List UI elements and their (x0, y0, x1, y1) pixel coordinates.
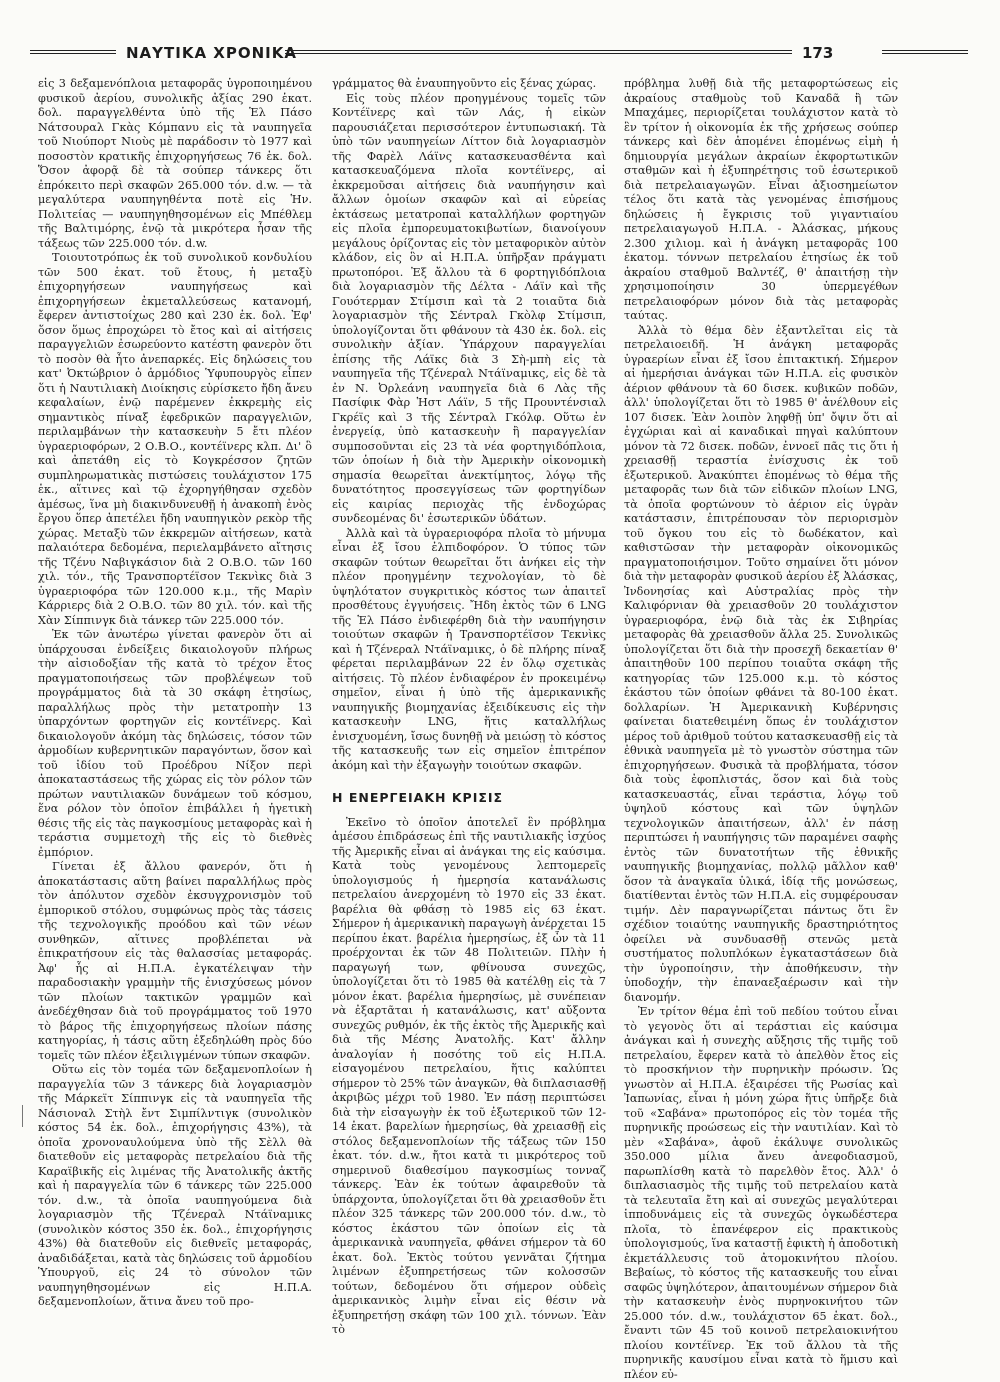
text-column-2 (332, 77, 606, 1336)
paragraph: Γίνεται ἐξ ἄλλου φανερόν, ὅτι ἡ ἀποκατάστασις αὕτη βαίνει παραλλήλως πρὸς τὸν ἀπόλυτον σχεδὸν ἐκσυγχρονισμὸν τοῦ ἐμπορικοῦ στόλου, συμφώνως πρὸς τὰς τάσεις τῆς τεχνολογικῆς προόδου καὶ τῶν νέων συνθηκῶν, αἵτινες προβλέπεται νὰ ἐπικρατήσουν εἰς τὰς θαλασσίας μεταφοράς. Ἀφ' ἧς αἱ Η.Π.Α. ἐγκατέλειψαν τὴν παραδοσιακὴν γραμμὴν τῆς ἐνισχύσεως μόνον τῶν πλοίων τακτικῶν γραμμῶν καὶ ἀνεδέχθησαν διὰ τοῦ προγράμματος τοῦ 1970 τὸ βάρος τῆς ἐπιχορηγήσεως πλοίων πάσης κατηγορίας, ἡ τάσις αὕτη ἐξεδηλώθη πρὸς δύο τομεῖς τῶν πλέον ἐξειλιγμένων τύπων σκαφῶν. (38, 860, 312, 1062)
paragraph: Ἐκεῖνο τὸ ὁποῖον ἀποτελεῖ ἓν πρόβλημα ἀμέσου ἐπιδράσεως ἐπὶ τῆς ναυτιλιακῆς ἰσχύος τῆς Ἀμερικῆς εἶναι αἱ ἀνάγκαι της εἰς καύσιμα. Κατὰ τοὺς γενομένους λεπτομερεῖς ὑπολογισμούς ἡ ἡμερησία κατανάλωσις πετρελαίου ἀνερχομένη τὸ 1970 εἰς 33 ἑκατ. βαρέλια θὰ φθάσῃ τὸ 1985 εἰς 63 ἑκατ. Σήμερον ἡ ἀμερικανικὴ παραγωγὴ ἀνέρχεται 15 περίπου ἑκατ. βαρέλια ἡμερησίως, ἐξ ὧν τὰ 11 προέρχονται ἐκ τῶν 48 Πολιτειῶν. Πλὴν ἡ παραγωγή των, φθίνουσα συνεχῶς, ὑπολογίζεται ὅτι τὸ 1985 θὰ κατέλθῃ εἰς τὰ 7 μόνον ἑκατ. βαρέλια ἡμερησίως, μὲ συνέπειαν νὰ ἐξαρτᾶται ἡ κατανάλωσις, κατ' αὔξοντα συνεχῶς ρυθμόν, ἐκ τῆς ἐκτὸς τῆς Ἀμερικῆς καὶ διὰ τῆς Μέσης Ἀνατολῆς. Κατ' ἄλλην ἀναλογίαν ἡ ποσότης τοῦ εἰς Η.Π.Α. εἰσαγομένου πετρελαίου, ἥτις καλύπτει σήμερον τὸ 25% τῶν ἀναγκῶν, θὰ διπλασιασθῇ ἀκριβῶς μέχρι τοῦ 1980. Ἐν πάσῃ περιπτώσει διὰ τὴν εἰσαγωγὴν ἐκ τοῦ ἐξωτερικοῦ τῶν 12-14 ἑκατ. βαρελίων ἡμερησίως, θὰ χρειασθῇ εἰς στόλος δεξαμενοπλοίων τῆς τάξεως τῶν 150 ἑκατ. τόν. d.w., ἤτοι κατὰ τι μικρότερος τοῦ σημερινοῦ διαθεσίμου παγκοσμίως τονναζ τάνκερς. Ἐὰν ἐκ τούτων ἀφαιρεθοῦν τὰ ὑπάρχοντα, ὑπολογίζεται ὅτι θὰ χρειασθοῦν ἔτι πλέον 325 τάνκερς τῶν 200.000 τόν. d.w., τὸ κόστος ἑκάστου τῶν ὁποίων εἰς τὰ ἀμερικανικὰ ναυπηγεῖα, φθάνει σήμερον τὰ 60 ἑκατ. δολ. Ἐκτὸς τούτου γεννᾶται ζήτημα λιμένων ἐξυπηρετήσεως τῶν κολοσσῶν τούτων, δεδομένου ὅτι σήμερον οὐδεὶς ἀμερικανικὸς λιμὴν εἶναι εἰς θέσιν νὰ ἐξυπηρετήσῃ σκάφη τῶν 100 χιλ. τόννων. Ἐὰν τὸ (332, 815, 606, 1336)
text-column-3 (624, 77, 898, 1381)
paragraph: πρόβλημα λυθῇ διὰ τῆς μεταφορτώσεως εἰς ἀκραίους σταθμοὺς τοῦ Καναδᾶ ἢ τῶν Μπαχάμες, περιορίζεται τουλάχιστον κατὰ τὸ ἓν τρίτον ἡ οἰκονομία ἐκ τῆς χρήσεως σούπερ τάνκερς καὶ δὲν ἀπομένει ἐπομένως εἰμὴ ἡ δημιουργία μεγάλων ἀκραίων ἐκφορτωτικῶν σταθμῶν καὶ ἡ ἐξυπηρέτησις τοῦ ἐσωτερικοῦ διὰ πετρελαιαγωγῶν. Εἶναι ἀξιοσημείωτον τέλος ὅτι κατὰ τὰς γενομένας ἐπισήμους δηλώσεις ἡ ἔγκρισις τοῦ γιγαντιαίου πετρελαιαγωγοῦ Η.Π.Α. - Ἀλάσκας, μήκους 2.300 χιλιομ. καὶ ἡ ἀνάγκη μεταφορᾶς 100 ἑκατομ. τόννων πετρελαίου ἐτησίως ἐκ τοῦ ἀκραίου σταθμοῦ Βαλντέζ, θ' ἀπαιτήσῃ τὴν χρησιμοποίησιν 30 ὑπερμεγέθων πετρελαιοφόρων μόνον διὰ τὰς μεταφορὰς ταύτας. (624, 77, 898, 322)
paragraph: Ἀλλὰ καὶ τὰ ὑγραεριοφόρα πλοῖα τὸ μήνυμα εἶναι ἐξ ἴσου ἐλπιδοφόρον. Ὁ τύπος τῶν σκαφῶν τούτων θεωρεῖται ὅτι ἀνήκει εἰς τὴν πλέον προηγμένην τεχνολογίαν, τὸ δὲ ὑψηλότατον συγκριτικὸς κόστος των ἀπαιτεῖ προσθέτους ἐγγυήσεις. Ἤδη ἐκτὸς τῶν 6 LNG τῆς Ἑλ Πάσο ἐνδιεφέρθη διὰ τὴν ναυπήγησιν τοιούτων σκαφῶν ἡ Τρανσπορτέϊσον Τεκνὶκς καὶ ἡ Τζένεραλ Ντάϊναμικς, ὁ δὲ πλήρης πίναξ φέρεται περιλαμβάνων 22 ἐν ὅλῳ σχετικὰς αἰτήσεις. Τὸ πλέον ἐνδιαφέρον ἐν προκειμένῳ σημεῖον, εἶναι ἡ ὑπὸ τῆς ἀμερικανικῆς ναυπηγικῆς βιομηχανίας ἐξειδίκευσις εἰς τὴν κατασκευὴν LNG, ἥτις καταλλήλως ἐνισχυομένη, ἴσως δυνηθῇ νὰ μειώσῃ τὸ κόστος τῆς κατασκευῆς των εἰς σημεῖον ἐπιτρέπον ἀκόμη καὶ τὴν ἐξαγωγὴν τοιούτων σκαφῶν. (332, 526, 606, 772)
journal-title: ΝΑΥΤΙΚΑ ΧΡΟΝΙΚΑ (126, 44, 297, 62)
text-column-1 (38, 77, 312, 1308)
paragraph: Ἀλλὰ τὸ θέμα δὲν ἐξαντλεῖται εἰς τὰ πετρελαιοειδῆ. Ἡ ἀνάγκη μεταφορᾶς ὑγραερίων εἶναι ἐξ ἴσου ἐπιτακτική. Σήμερον αἱ ἡμερήσιαι ἀνάγκαι τῶν Η.Π.Α. εἰς φυσικὸν ἀέριον φθάνουν τὰ 60 δισεκ. κυβικῶν ποδῶν, ἀλλ' ὑπολογίζεται ὅτι τὸ 1985 θ' ἀνέλθουν εἰς 107 δισεκ. Ἐὰν λοιπὸν ληφθῇ ὑπ' ὄψιν ὅτι αἱ ἐγχώριαι καὶ αἱ καναδικαὶ πηγαὶ καλύπτουν μόνον τὰ 72 δισεκ. ποδῶν, ἐννοεῖ πᾶς τις ὅτι ἡ χρειασθῇ τεραστία ἐνίσχυσις ἐκ τοῦ ἐξωτερικοῦ. Ἀνακύπτει ἐπομένως τὸ θέμα τῆς μεταφορᾶς των διὰ τῶν εἰδικῶν πλοίων LNG, τὰ ὁποῖα φορτώνουν τὸ ἀέριον εἰς ὑγρὰν κατάστασιν, ἐπιτρέπουσαν τὸν περιορισμὸν τοῦ ὄγκου του εἰς τὸ δωδέκατον, καὶ καθιστῶσαν τὴν μεταφορὰν οἰκονομικῶς πραγματοποιήσιμον. Τοῦτο σημαίνει ὅτι μόνον διὰ τὴν μεταφορὰν φυσικοῦ ἀερίου ἐξ Ἀλάσκας, Ἰνδονησίας καὶ Αὐστραλίας πρὸς τὴν Καλιφόρνιαν θὰ χρειασθοῦν 20 τουλάχιστον ὑγραεριοφόρα, ἐνῷ διὰ τὰς ἐκ Σιβηρίας μεταφορὰς θὰ χρειασθοῦν ἄλλα 25. Συνολικῶς ὑπολογίζεται ὅτι διὰ τὴν προσεχῆ δεκαετίαν θ' ἀπαιτηθοῦν 100 περίπου τοιαῦτα σκάφη τῆς κατηγορίας τῶν 125.000 κ.μ. τὸ κόστος ἑκάστου τῶν ὁποίων φθάνει τὰ 80-100 ἑκατ. δολλαρίων. Ἡ Ἀμερικανικὴ Κυβέρνησις φαίνεται διατεθειμένη ὅπως ἐν τουλάχιστον μέρος τοῦ ἀριθμοῦ τούτου κατασκευασθῇ εἰς τὰ ἐθνικὰ ναυπηγεῖα μὲ τὸ γνωστὸν σύστημα τῶν ἐπιχορηγήσεων. Φυσικὰ τὰ προβλήματα, τόσον διὰ τοὺς ἐφοπλιστάς, ὅσον καὶ διὰ τοὺς κατασκευαστάς, εἶναι τεράστια, λόγῳ τοῦ ὑψηλοῦ κόστους καὶ τῶν ὑψηλῶν τεχνολογικῶν ἀπαιτήσεων, ἀλλ' ἐν πάσῃ περιπτώσει ἡ ναυπήγησις τῶν παραμένει σαφὴς ἐντὸς τῶν δυνατοτήτων τῆς ἐθνικῆς ναυπηγικῆς βιομηχανίας, πολλῷ μᾶλλον καθ' ὅσον τὰ ἀναγκαῖα ὑλικά, ἰδίᾳ τῆς μονώσεως, διατίθενται ἐντὸς τῶν Η.Π.Α. εἰς συμφέρουσαν τιμήν. Δὲν παραγνωρίζεται πάντως ὅτι ἓν σχέδιον τοιαύτης ναυπηγικῆς δραστηριότητος ὀφείλει νὰ συνδυασθῇ στενῶς μετὰ συστήματος πολυπλόκων ἐγκαταστάσεων διὰ τὴν ὑγροποίησιν, τὴν ἀποθήκευσιν, τὴν ὑποδοχήν, τὴν ἐπαναεξαέρωσιν καὶ τὴν διανομήν. (624, 323, 898, 1004)
header-rule-right (882, 50, 968, 54)
paragraph: εἰς 3 δεξαμενόπλοια μεταφορᾶς ὑγροποιημένου φυσικοῦ ἀερίου, συνολικῆς ἀξίας 290 ἑκατ. δολ. παραγγελθέντα ὑπὸ τῆς Ἑλ Πάσο Νάτσουραλ Γκὰς Κόμπανυ εἰς τὰ ναυπηγεῖα τοῦ Νιούπορτ Νιοὺς μὲ παράδοσιν τὸ 1977 καὶ ποσοστὸν κρατικῆς ἐπιχορηγήσεως 76 ἑκ. δολ. Ὅσον ἀφορᾷ δὲ τὰ σούπερ τάνκερς ὅτι ἐπρόκειτο περὶ σκαφῶν 265.000 τόν. d.w. — τὰ μεγαλύτερα ναυπηγηθέντα ποτὲ εἰς Ἡν. Πολιτείας — ναυπηγηθησομένων εἰς Μπέθλεμ τῆς Βαλτιμόρης, ἐνῷ τὰ μικρότερα ἦσαν τῆς τάξεως τῶν 225.000 τόν. d.w. (38, 77, 312, 250)
page-number: 173 (802, 44, 834, 62)
paragraph: Ἐκ τῶν ἀνωτέρω γίνεται φανερὸν ὅτι αἱ ὑπάρχουσαι ἐνδείξεις δικαιολογοῦν πλήρως τὴν αἰσιοδοξίαν τῆς κατὰ τὸ τρέχον ἔτος πραγματοποιήσεως τῶν προβλέψεων τοῦ προγράμματος διὰ τὰ 30 σκάφη ἐτησίως, παραλλήλως πρὸς τὴν μετατροπὴν 13 ὑπαρχόντων φορτηγῶν εἰς κοντέϊνερς. Καὶ δικαιολογοῦν ἀκόμη τὰς δηλώσεις, τόσον τῶν ἁρμοδίων κυβερνητικῶν παραγόντων, ὅσον καὶ τοῦ ἰδίου τοῦ Προέδρου Νίξον περὶ ἀποκαταστάσεως τῆς χώρας εἰς τὸν ρόλον τῶν πρώτων ναυτιλιακῶν δυνάμεων τοῦ κόσμου, ἕνα ρόλον τὸν ὁποῖον ἐπιβάλλει ἡ ἡγετικὴ θέσις τῆς εἰς τὰς παγκοσμίους μεταφορὰς καὶ ἡ τεράστια συμμετοχὴ τῆς εἰς τὸ διεθνὲς ἐμπόριον. (38, 628, 312, 859)
header-rule-middle (285, 50, 792, 54)
header-rule-left (30, 50, 116, 54)
paragraph: Οὕτω εἰς τὸν τομέα τῶν δεξαμενοπλοίων ἡ παραγγελία τῶν 3 τάνκερς διὰ λογαριασμὸν τῆς Μάρκεϊτ Σίππινγκ εἰς τὰ ναυπηγεῖα τῆς Νάσιοναλ Στὴλ ἔντ Σιμπίλντιγκ (συνολικὸν κόστος 54 ἑκ. δολ., ἐπιχορήγησις 43%), τὰ ὁποῖα χρονοναυλούμενα ὑπὸ τῆς Σὲλλ θὰ διατεθοῦν εἰς μεταφορὰς πετρελαίου διὰ τῆς Καραϊβικῆς εἰς λιμένας τῆς Ἀνατολικῆς ἀκτῆς καὶ ἡ παραγγελία τῶν 6 τάνκερς τῶν 225.000 τόν. d.w., τὰ ὁποῖα ναυπηγούμενα διὰ λογαριασμὸν τῆς Τζένεραλ Ντάϊναμικς (συνολικὸν κόστος 350 ἑκ. δολ., ἐπιχορήγησις 43%) θὰ διατεθοῦν εἰς διεθνεῖς μεταφοράς, ἀναδιδάξεται, κατὰ τὰς δηλώσεις τοῦ ἁρμοδίου Ὑπουργοῦ, εἰς 24 τὸ σύνολον τῶν ναυπηγηθησομένων εἰς Η.Π.Α. δεξαμενοπλοίων, ἅτινα ἄνευ τοῦ προ- (38, 1063, 312, 1308)
paragraph: Ἐν τρίτον θέμα ἐπὶ τοῦ πεδίου τούτου εἶναι τὸ γεγονὸς ὅτι αἱ τεράστιαι εἰς καύσιμα ἀνάγκαι καὶ ἡ συνεχὴς αὔξησις τῆς τιμῆς τοῦ πετρελαίου, ἔφερεν κατὰ τὸ ἀπελθὸν ἔτος εἰς τὸ προσκήνιον τὴν πυρηνικὴν πρόωσιν. Ὡς γνωστὸν αἱ Η.Π.Α. ἐξαιρέσει τῆς Ρωσίας καὶ Ἰαπωνίας, εἶναι ἡ μόνη χώρα ἥτις ὑπῆρξε διὰ τοῦ «Σαβάνα» πρωτοπόρος εἰς τὸν τομέα τῆς πυρηνικῆς προώσεως εἰς τὴν ναυτιλίαν. Καὶ τὸ μὲν «Σαβάνα», ἀφοῦ ἐκάλυψε συνολικῶς 350.000 μίλια ἄνευ ἀνεφοδιασμοῦ, παρωπλίσθη κατὰ τὸ παρελθὸν ἔτος. Ἀλλ' ὁ διπλασιασμὸς τῆς τιμῆς τοῦ πετρελαίου κατὰ τὰ τελευταῖα ἔτη καὶ αἱ συνεχῶς μεγαλύτεραι ἱπποδυνάμεις εἰς τὰ συνεχῶς ὀγκωδέστερα πλοῖα, τὸ ἐπανέφερον εἰς πρακτικοὺς ὑπολογισμούς, ἵνα καταστῇ ἐφικτὴ ἡ ἀποδοτικὴ ἐκμετάλλευσις τοῦ ἀτομοκινήτου πλοίου. Βεβαίως, τὸ κόστος τῆς κατασκευῆς του εἶναι σαφῶς ὑψηλότερον, ἀπαιτουμένων σήμερον διὰ τὴν κατασκευὴν ἑνὸς πυρηνοκινήτου τῶν 25.000 τόν. d.w., τουλάχιστον 65 ἑκατ. δολ., ἔναντι τῶν 45 τοῦ κοινοῦ πετρελαιοκινήτου πλοίου κοντέϊνερ. Ἐκ τοῦ ἄλλου τὰ τῆς πυρηνικῆς καυσίμου εἶναι κατὰ τὸ ἥμισυ καὶ πλέον εὐ- (624, 1005, 898, 1381)
paragraph: Εἰς τοὺς πλέον προηγμένους τομεῖς τῶν Κοντέϊνερς καὶ τῶν Λάς, ἡ εἰκὼν παρουσιάζεται περισσότερον ἐντυπωσιακή. Τὰ ὑπὸ τῶν ναυπηγείων Λίττον διὰ λογαριασμὸν τῆς Φαρὲλ Λάϊνς κατασκευασθέντα καὶ κατασκευαζόμενα πλοῖα κοντέϊνερς, αἱ ἐκκρεμοῦσαι αἰτήσεις διὰ ναυπήγησιν καὶ ἄλλων ὁμοίων σκαφῶν καὶ αἱ εὐρείας ἐκτάσεως μετατροπαὶ καταλλήλων φορτηγῶν εἰς πλοῖα ἐμπορευματοκιβωτίων, διανοίγουν μεγάλους ὁρίζοντας εἰς τὸν μεταφορικὸν αὐτὸν κλάδον, εἰς ὃν αἱ Η.Π.Α. ὑπῆρξαν πράγματι πρωτοπόροι. Ἐξ ἄλλου τὰ 6 φορτηγιδόπλοια διὰ λογαριασμὸν τῆς Δέλτα - Λάϊν καὶ τῆς Γουότερμαν Στίμσιπ καὶ τὰ 2 τοιαῦτα διὰ λογαριασμὸν τῆς Σέντραλ Γκὸλφ Στίμσιπ, ὑπολογίζονται ὅτι φθάνουν τὰ 430 ἑκ. δολ. εἰς συνολικὴν ἀξίαν. Ὑπάρχουν παραγγελίαι ἐπίσης τῆς Λάϊκς διὰ 3 Σὴ-μπὴ εἰς τὰ ναυπηγεῖα τῆς Τζένεραλ Ντάϊναμικς, εἰς δὲ τὰ ἐν Ν. Ὀρλεάνη ναυπηγεῖα διὰ 6 Λὰς τῆς Πασίφικ Φὰρ Ἡστ Λάϊν, 5 τῆς Προυντένσιαλ Γκρέϊς καὶ 3 τῆς Σέντραλ Γκόλφ. Οὕτω ἐν ἐνεργείᾳ, ὑπὸ κατασκευὴν ἢ παραγγελίαν συμποσοῦνται εἰς 23 τὰ νέα φορτηγιδόπλοια, τῶν ὁποίων ἡ διὰ τὴν Ἀμερικὴν οἰκονομικὴ σημασία θεωρεῖται ἀνεκτίμητος, λόγῳ τῆς δυνατότητος προσεγγίσεως τῶν φορτηγίδων εἰς καιρίας περιοχὰς τῆς ἐνδοχώρας συνδεομένας δι' ἐσωτερικῶν ὑδάτων. (332, 91, 606, 525)
paragraph: γράμματος θὰ ἐναυπηγοῦντο εἰς ξένας χώρας. (332, 77, 597, 90)
margin-mark (22, 1105, 23, 1127)
paragraph: Τοιουτοτρόπως ἐκ τοῦ συνολικοῦ κονδυλίου τῶν 500 ἑκατ. τοῦ ἔτους, ἡ μεταξὺ ἐπιχορηγήσεων ναυπηγήσεως καὶ ἐπιχορηγήσεων ἐκμεταλλεύσεως κατανομή, ἔφερεν ἀντιστοίχως 280 καὶ 230 ἑκ. δολ. Ἐφ' ὅσον ὅμως ἐπροχώρει τὸ ἔτος καὶ αἱ αἰτήσεις παραγγελιῶν ἐσωρεύοντο κατέστη φανερὸν ὅτι τὸ ποσὸν θὰ ἦτο ἀνεπαρκές. Εἰς δηλώσεις του κατ' Ὀκτώβριον ὁ ἁρμόδιος Ὑφυπουργὸς εἶπεν ὅτι ἡ Ναυτιλιακὴ Διοίκησις εὑρίσκετο ἤδη ἄνευ κεφαλαίων, ἐνῷ παρέμενεν ἐκκρεμὴς εἰς σημαντικὸς πίναξ ἐφεδρικῶν παραγγελιῶν, περιλαμβάνων τὴν κατασκευὴν 5 ἔτι πλέον ὑγραεριοφόρων, 2 Ο.Β.Ο., κοντέϊνερς κλπ. Δι' ὃ καὶ ἀπετάθη εἰς τὸ Κογκρέσσον ζητῶν συμπληρωματικὰς πιστώσεις τουλάχιστον 175 ἑκ., αἵτινες καὶ τῷ ἐχορηγήθησαν σχεδὸν ἀμέσως, ἵνα μὴ διακινδυνευθῇ ἡ ἀνακοπὴ ἑνὸς ἔργου ὅπερ ἀπετέλει ἤδη ναυπηγικὸν ρεκὸρ τῆς χώρας. Μεταξὺ τῶν ἐκκρεμῶν αἰτήσεων, κατὰ παλαιότερα δεδομένα, περιελαμβάνετο αἴτησις τῆς Τζένυ Ναβιγκάσιον διὰ 2 Ο.Β.Ο. τῶν 160 χιλ. τόν., τῆς Τρανσπορτέϊσον Τεκνὶκς διὰ 3 ὑγραεριοφόρα τῶν 120.000 κ.μ., τῆς Μαρὶν Κάρριερς διὰ 2 Ο.Β.Ο. τῶν 80 χιλ. τόν. καὶ τῆς Χὰν Σίππινγκ διὰ τάνκερ τῶν 225.000 τόν. (38, 251, 312, 627)
running-header (30, 44, 968, 64)
section-heading: Η ΕΝΕΡΓΕΙΑΚΗ ΚΡΙΣΙΣ (332, 790, 504, 805)
